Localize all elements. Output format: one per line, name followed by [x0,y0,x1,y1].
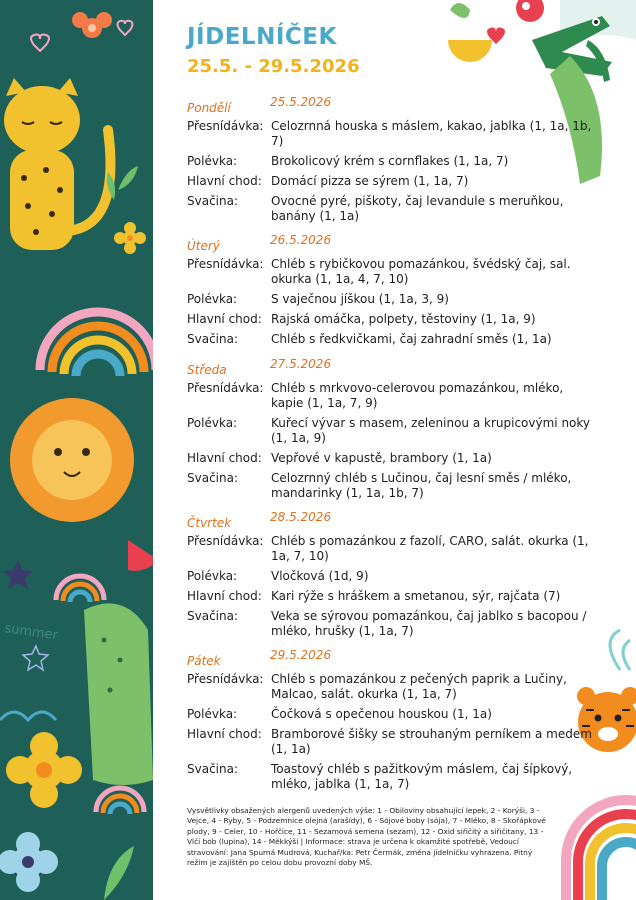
meal-value: Vepřové v kapustě, brambory (1, 1a) [271,451,492,465]
meal-value: Chléb s pomazánkou z fazolí, CARO, salát. okurka (1, 1a, 7, 10) [271,534,589,563]
meal-value: Toastový chléb s pažitkovým máslem, čaj šípkový, mléko, jablka (1, 1a, 7) [271,762,573,791]
star-icon [23,646,48,670]
meal-row-snack [187,762,597,792]
meal-row-breakfast [187,257,597,287]
meal-row-main [187,451,597,466]
day-name: Pátek [187,654,221,668]
meal-label: Svačina: [187,471,239,485]
heart-icon [118,21,133,35]
day-date: 26.5.2026 [270,233,332,247]
meal-label: Přesnídávka: [187,381,264,395]
meal-value: Chléb s pomazánkou z pečených paprik a Lučiny, Malcao, salát. okurka (1, 1a, 7) [271,672,567,701]
meal-label: Polévka: [187,569,238,583]
meal-value: Celozrnná houska s máslem, kakao, jablka (1, 1a, 1b, 7) [271,119,592,148]
crocodile-illustration [84,603,153,785]
meal-label: Hlavní chod: [187,589,262,603]
meal-label: Přesnídávka: [187,534,264,548]
allergen-footnote: Vysvětlivky obsažených alergenů uvedených výše: 1 - Obiloviny obsahující lepek, 2 - Korýši, 3 - Vejce, 4 - Ryby, 5 - Podzemnice olejná (arašídy), 6 - Sójové boby (sója), 7 - Mléko, 8 - Skořápkové plody, 9 - Celer, 10 - Hořčice, 11 - Sezamová semena (sezam), 12 - Oxid siřičitý a siřičitany, 13 - Vlčí bob (lupina), 14 - Měkkýši | Informace: strava je určena k okamžité spotřebě, Vedoucí stravování: Jana Spurná Mudrová, Kuchař/ka: Petr Čermák, změna jídelníčku vyhrazena. Pitný režim je zajištěn po celou dobu provozní doby MŠ. [187,806,546,868]
meal-row-soup [187,416,597,446]
meal-label: Hlavní chod: [187,174,262,188]
meal-value: Chléb s mrkvovo-celerovou pomazánkou, mléko, kapie (1, 1a, 7, 9) [271,381,564,410]
day-section-friday [187,648,597,797]
flower-icon [6,732,82,808]
watermelon-icon [128,540,153,571]
meal-value: Rajská omáčka, polpety, těstoviny (1, 1a, 9) [271,312,536,326]
lion-illustration [10,398,134,522]
page-title: JÍDELNÍČEK [187,24,337,50]
meal-row-breakfast [187,119,597,149]
meal-row-main [187,589,597,604]
summer-lettering: summer [3,621,59,644]
day-name: Čtvrtek [187,516,232,530]
meal-label: Svačina: [187,332,239,346]
meal-row-snack [187,471,597,501]
rainbow-illustration [40,312,153,376]
meal-row-snack [187,332,597,347]
day-name: Úterý [187,239,220,253]
meal-row-main [187,727,597,757]
meal-value: Vločková (1d, 9) [271,569,369,583]
meal-row-soup [187,154,597,169]
decoration-illustrations [0,0,153,900]
meal-label: Přesnídávka: [187,672,264,686]
meal-row-breakfast [187,534,597,564]
meal-label: Polévka: [187,292,238,306]
date-range: 25.5. - 29.5.2026 [187,56,360,77]
meal-value: Kuřecí vývar s masem, zeleninou a krupicovými noky (1, 1a, 9) [271,416,591,445]
meal-value: Ovocné pyré, piškoty, čaj levandule s meruňkou, banány (1, 1a) [271,194,564,223]
star-icon [3,560,33,589]
day-section-thursday [187,510,597,644]
day-date: 29.5.2026 [270,648,332,662]
meal-value: Chléb s ředkvičkami, čaj zahradní směs (1, 1a) [271,332,552,346]
meal-row-soup [187,569,597,584]
meal-row-soup [187,707,597,722]
meal-label: Hlavní chod: [187,451,262,465]
day-section-wednesday [187,357,597,506]
day-name: Středa [187,363,227,377]
meal-label: Hlavní chod: [187,727,262,741]
meal-label: Svačina: [187,609,239,623]
flower-icon [0,832,58,892]
meal-row-snack [187,194,597,224]
apple-icon [516,0,544,22]
meal-row-breakfast [187,381,597,411]
flower-icon [114,222,146,254]
meal-row-soup [187,292,597,307]
heart-icon [31,35,49,52]
meal-label: Přesnídávka: [187,119,264,133]
day-date: 25.5.2026 [270,95,332,109]
meal-row-breakfast [187,672,597,702]
day-section-monday [187,95,597,229]
meal-label: Polévka: [187,416,238,430]
meal-label: Hlavní chod: [187,312,262,326]
meal-value: Brokolicový krém s cornflakes (1, 1a, 7) [271,154,509,168]
meal-value: Bramborové šišky se strouhaným perníkem a medem (1, 1a) [271,727,592,756]
meal-value: Chléb s rybičkovou pomazánkou, švédský čaj, sal. okurka (1, 1a, 4, 7, 10) [271,257,571,286]
meal-value: Domácí pizza se sýrem (1, 1a, 7) [271,174,469,188]
meal-label: Polévka: [187,707,238,721]
meal-label: Přesnídávka: [187,257,264,271]
day-date: 27.5.2026 [270,357,332,371]
meal-value: Kari rýže s hráškem a smetanou, sýr, rajčata (7) [271,589,561,603]
meal-value: Celozrnný chléb s Lučinou, čaj lesní směs / mléko, mandarinky (1, 1a, 1b, 7) [271,471,572,500]
meal-label: Polévka: [187,154,238,168]
day-section-tuesday [187,233,597,352]
meal-row-main [187,174,597,189]
meal-label: Svačina: [187,194,239,208]
meal-value: S vaječnou jíškou (1, 1a, 3, 9) [271,292,449,306]
flower-icon [72,12,112,38]
meal-row-snack [187,609,597,639]
day-date: 28.5.2026 [270,510,332,524]
left-decoration-band [0,0,153,900]
meal-row-main [187,312,597,327]
meal-value: Čočková s opečenou houskou (1, 1a) [271,707,492,721]
rainbow-illustration [566,800,636,900]
leopard-illustration [4,78,110,250]
meal-value: Veka se sýrovou pomazánkou, čaj jablko s bacopou / mléko, hrušky (1, 1a, 7) [271,609,587,638]
day-name: Pondělí [187,101,231,115]
meal-label: Svačina: [187,762,239,776]
flower-icon [450,3,470,18]
